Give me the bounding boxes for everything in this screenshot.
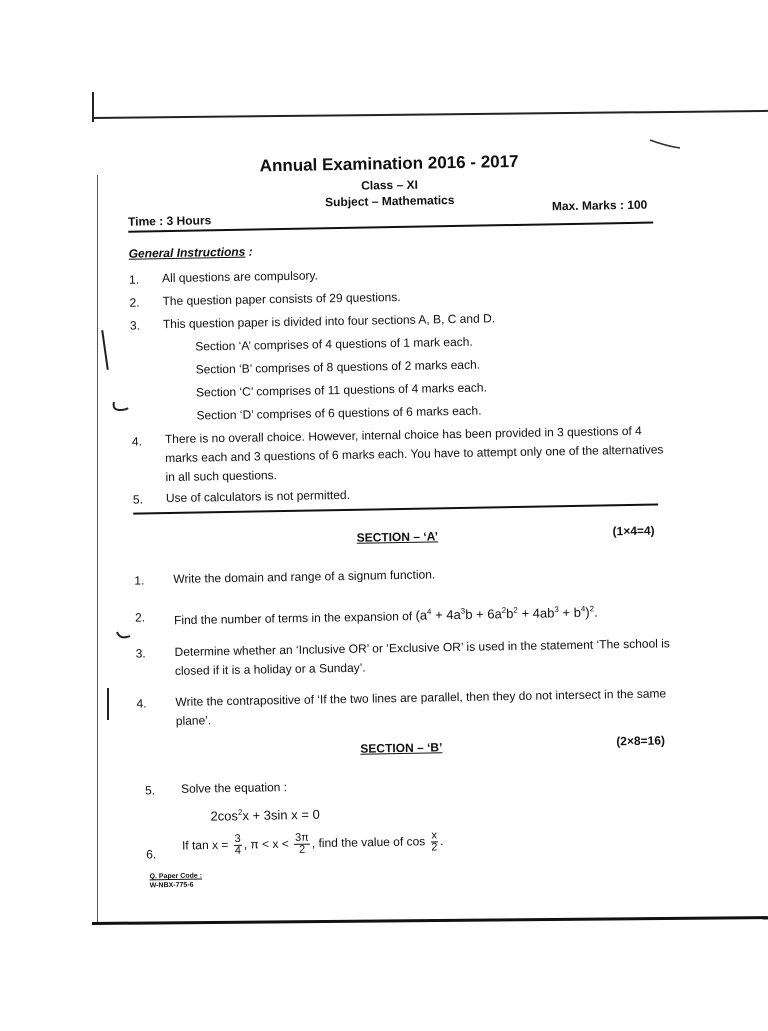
instruction-text: The question paper consists of 29 questions. — [162, 289, 401, 309]
question-num: 6. — [146, 847, 157, 862]
exam-title: Annual Examination 2016 - 2017 — [259, 151, 519, 176]
question-text: Write the domain and range of a signum function. — [173, 567, 436, 586]
instruction-text: All questions are compulsory. — [161, 268, 319, 286]
section-b-marks: (2×8=16) — [616, 733, 666, 749]
instruction-num: 2. — [129, 295, 140, 310]
instruction-num: 3. — [129, 318, 141, 333]
instruction-text: Use of calculators is not permitted. — [165, 487, 351, 506]
question-text: Write the contrapositive of ‘If the two lines are parallel, then they do not intersect in the same plane’. — [175, 686, 667, 728]
fraction-three-fourths: $\frac{3}{4}$ — [234, 832, 242, 857]
fraction-three-pi-by-two: $\frac{3\pi}{2}$ — [294, 831, 309, 856]
section-breakdown-c: Section ‘C’ comprises of 11 questions of 4 marks each. — [195, 380, 487, 400]
instruction-num: 4. — [131, 434, 143, 449]
question-num: 2. — [134, 610, 146, 625]
subject-line: Subject – Mathematics — [324, 193, 455, 210]
section-b-title: SECTION – ‘B’ — [360, 740, 443, 756]
instruction-num: 1. — [128, 272, 140, 287]
paper-code-value: W-NBX-775-6 — [149, 881, 194, 890]
instruction-text: There is no overall choice. However, internal choice has been provided in 3 questions of 4 marks each and 3 questions of 6 marks each. You have to attempt only one of the alternatives in all such questions. — [164, 423, 664, 485]
question-num: 1. — [134, 573, 145, 588]
section-breakdown-b: Section ‘B’ comprises of 8 questions of 2 marks each. — [195, 357, 481, 377]
class-line: Class – XI — [361, 177, 418, 193]
question-num: 3. — [135, 646, 146, 661]
time-label: Time : 3 Hours — [127, 213, 212, 229]
question-text: Solve the equation : — [180, 780, 288, 796]
question-num: 5. — [144, 783, 156, 798]
paper-code — [149, 872, 202, 891]
instruction-num: 5. — [132, 492, 144, 507]
trig-equation: $2\cos^2x + 3\sin$ x = 0 — [210, 806, 320, 824]
section-a-marks: (1×4=4) — [612, 523, 655, 539]
question-text: Find the number of terms in the expansion of $(a^4 + 4a^3b + 6a^2b^2 + 4ab^3 + b^4)^2$. — [173, 604, 598, 628]
paper-code-label: Q. Paper Code : — [149, 872, 203, 881]
question-text: If tan x = $\frac{3}{4}$ , π < x < $\frac{3\pi}{2}$ , find the value of cos $\frac{x}{2}$ . — [181, 829, 444, 857]
instructions-heading: General Instructions : — [128, 244, 253, 261]
question-num: 4. — [136, 696, 147, 711]
instruction-text: This question paper is divided into four sections A, B, C and D. — [162, 311, 496, 332]
section-breakdown-d: Section ‘D’ comprises of 6 questions of 6 marks each. — [196, 403, 482, 423]
max-marks-label: Max. Marks : 100 — [551, 197, 648, 214]
question-text: Determine whether an ‘Inclusive OR’ or ‘Exclusive OR’ is used in the statement ‘The school is closed if it is a holiday or a Sunday’. — [174, 636, 670, 678]
section-a-title: SECTION – ‘A’ — [356, 529, 439, 545]
binomial-expression: $(a^4 + 4a^3b + 6a^2b^2 + 4ab^3 + b^4)^2$. — [415, 604, 598, 624]
section-breakdown-a: Section ‘A’ comprises of 4 questions of 1 mark each. — [195, 334, 473, 354]
fraction-x-by-two: $\frac{x}{2}$ — [431, 829, 438, 854]
